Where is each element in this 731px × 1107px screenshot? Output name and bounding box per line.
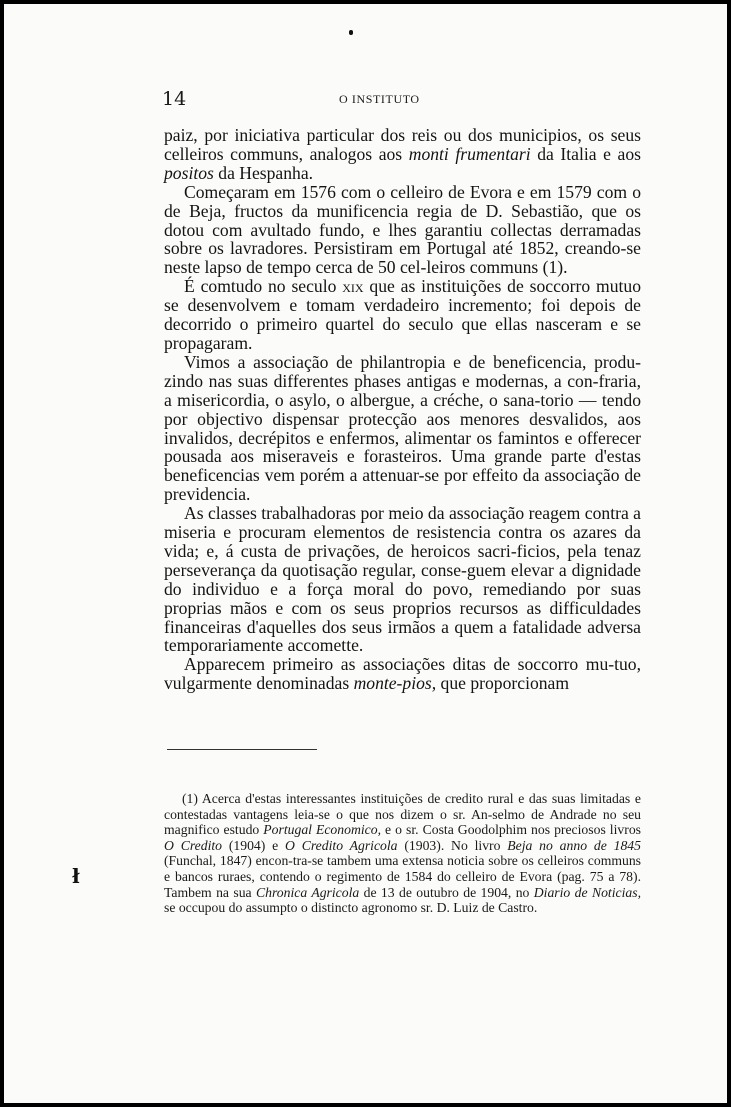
paragraph-4: Vimos a associação de philantropia e de beneficencia, produ-zindo nas suas differentes phases antigas e modernas, a con-fraria, a misericordia, o asylo, o albergue, a créche, o sana-torio — tendo por objectivo dispensar protecção aos menores desvalidos, aos invalidos, decrépitos e enfermos, alimentar os famintos e offerecer pousada aos miseraveis e forasteiros. Uma grande parte d'estas beneficencias vem porém a attenuar-se por effeito da associação de previdencia. xyxy=(164,351,641,505)
ink-speck xyxy=(349,30,353,35)
body-text xyxy=(164,126,641,693)
footnote-separator xyxy=(167,749,317,750)
page-number: 14 xyxy=(162,88,187,110)
paragraph-3: É comtudo no seculo xix que as instituições de soccorro mutuo se desenvolvem e tomam verdadeiro incremento; foi depois de decorrido o primeiro quartel do seculo que ellas nasceram e se propagaram. xyxy=(164,276,642,353)
running-head-title: O INSTITUTO xyxy=(339,92,420,106)
paragraph-2: Começaram em 1576 com o celleiro de Evora e em 1579 com o de Beja, fructos da munificencia regia de D. Sebastião, que os dotou com avultado fundo, e lhes garantiu collectas derramadas sobre os lavradores. Persistiram em Portugal até 1852, creando-se neste lapso de tempo cerca de 50 cel-leiros communs (1). xyxy=(164,181,641,278)
paragraph-5: As classes trabalhadoras por meio da associação reagem contra a miseria e procuram elementos de resistencia contra os azares da vida; e, á custa de privações, de heroicos sacri-ficios, pela tenaz perseverança da quotisação regular, conse-guem elevar a dignidade do individuo e a força moral do povo, remediando por suas proprias mãos e com os seus proprios recursos as difficuldades financeiras d'aquelles dos seus irmãos a quem a fatalidade adversa temporariamente accomette. xyxy=(164,503,641,656)
footnote: (1) Acerca d'estas interessantes instituições de credito rural e das suas limitadas e contestadas vantagens leia-se o que nos dizem o sr. An-selmo de Andrade no seu magnifico estudo Portugal Economico, e o sr. Costa Goodolphim nos preciosos livros O Credito (1904) e O Credito Agricola (1903). No livro Beja no anno de 1845 (Funchal, 1847) encon-tra-se tambem uma extensa noticia sobre os celleiros communs e bancos ruraes, contendo o regimento de 1584 do celleiro de Evora (pag. 75 a 78). Tambem na sua Chronica Agricola de 13 de outubro de 1904, no Diario de Noticias, se occupou do assumpto o distincto agronomo sr. D. Luiz de Castro. xyxy=(164,791,641,916)
paragraph-6: Apparecem primeiro as associações ditas de soccorro mu-tuo, vulgarmente denominadas monte-pios, que proporcionam xyxy=(164,654,641,694)
margin-mark: ł xyxy=(72,864,80,888)
paragraph-1: paiz, por iniciativa particular dos reis ou dos municipios, os seus celleiros communs, analogos aos monti frumentari da Italia e aos positos da Hespanha. xyxy=(164,125,641,183)
book-page xyxy=(4,4,727,1103)
